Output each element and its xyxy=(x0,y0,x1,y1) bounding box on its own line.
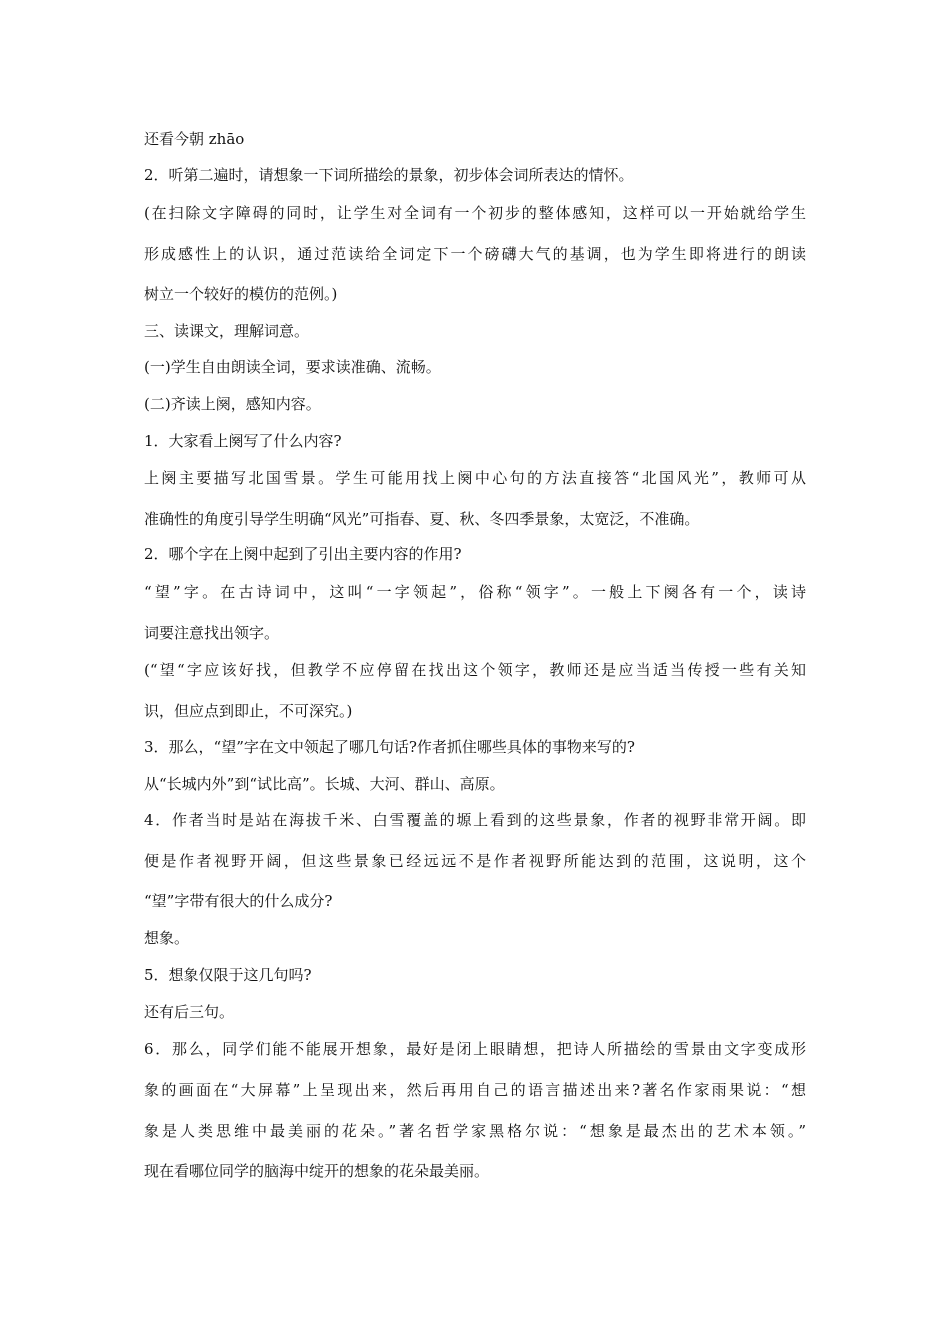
text-line: “望”字。在古诗词中，这叫“一字领起”，俗称“领字”。一般上下阕各有一个，读诗 xyxy=(144,583,806,601)
text-line: 2．听第二遍时，请想象一下词所描绘的景象，初步体会词所表达的情怀。 xyxy=(144,166,634,184)
text-line: 现在看哪位同学的脑海中绽开的想象的花朵最美丽。 xyxy=(144,1162,490,1180)
text-line: 准确性的角度引导学生明确“风光”可指春、夏、秋、冬四季景象，太宽泛，不准确。 xyxy=(144,510,700,528)
question-line: 2．哪个字在上阕中起到了引出主要内容的作用? xyxy=(144,545,462,563)
question-line: 6．那么，同学们能不能展开想象，最好是闭上眼睛想，把诗人所描绘的雪景由文字变成形 xyxy=(144,1040,806,1058)
question-line: 4．作者当时是站在海拔千米、白雪覆盖的塬上看到的这些景象，作者的视野非常开阔。即 xyxy=(144,811,806,829)
section-heading: 三、读课文，理解词意。 xyxy=(144,322,310,340)
question-line: 3．那么，“望”字在文中领起了哪几句话?作者抓住哪些具体的事物来写的? xyxy=(144,738,635,756)
text-line: 识，但应点到即止，不可深究。) xyxy=(144,702,353,720)
text-line: 便是作者视野开阔，但这些景象已经远远不是作者视野所能达到的范围，这说明，这个 xyxy=(144,852,806,870)
text-line: 形成感性上的认识，通过范读给全词定下一个磅礴大气的基调，也为学生即将进行的朗读 xyxy=(144,245,806,263)
text-line: (在扫除文字障碍的同时，让学生对全词有一个初步的整体感知，这样可以一开始就给学生 xyxy=(144,204,806,222)
text-line: 从“长城内外”到“试比高”。长城、大河、群山、高原。 xyxy=(144,775,505,793)
question-line: 5．想象仅限于这几句吗? xyxy=(144,966,312,984)
text-line: 想象。 xyxy=(144,929,190,947)
text-line: (二)齐读上阕，感知内容。 xyxy=(144,395,321,413)
text-line: 象是人类思维中最美丽的花朵。”著名哲学家黑格尔说：“想象是最杰出的艺术本领。” xyxy=(144,1122,806,1140)
text-line: (一)学生自由朗读全词，要求读准确、流畅。 xyxy=(144,358,441,376)
text-line: (“望“字应该好找，但教学不应停留在找出这个领字，教师还是应当适当传授一些有关知 xyxy=(144,661,806,679)
text-line: 还有后三句。 xyxy=(144,1003,235,1021)
question-line: 1．大家看上阕写了什么内容? xyxy=(144,432,342,450)
text-line: 树立一个较好的模仿的范例。) xyxy=(144,285,338,303)
text-line: 上阕主要描写北国雪景。学生可能用找上阕中心句的方法直接答“北国风光”，教师可从 xyxy=(144,469,806,487)
text-line: 还看今朝 zhāo xyxy=(144,130,245,148)
text-line: 象的画面在“大屏幕”上呈现出来，然后再用自己的语言描述出来?著名作家雨果说：“想 xyxy=(144,1081,806,1099)
text-line: “望”字带有很大的什么成分? xyxy=(144,892,333,910)
text-line: 词要注意找出领字。 xyxy=(144,624,280,642)
